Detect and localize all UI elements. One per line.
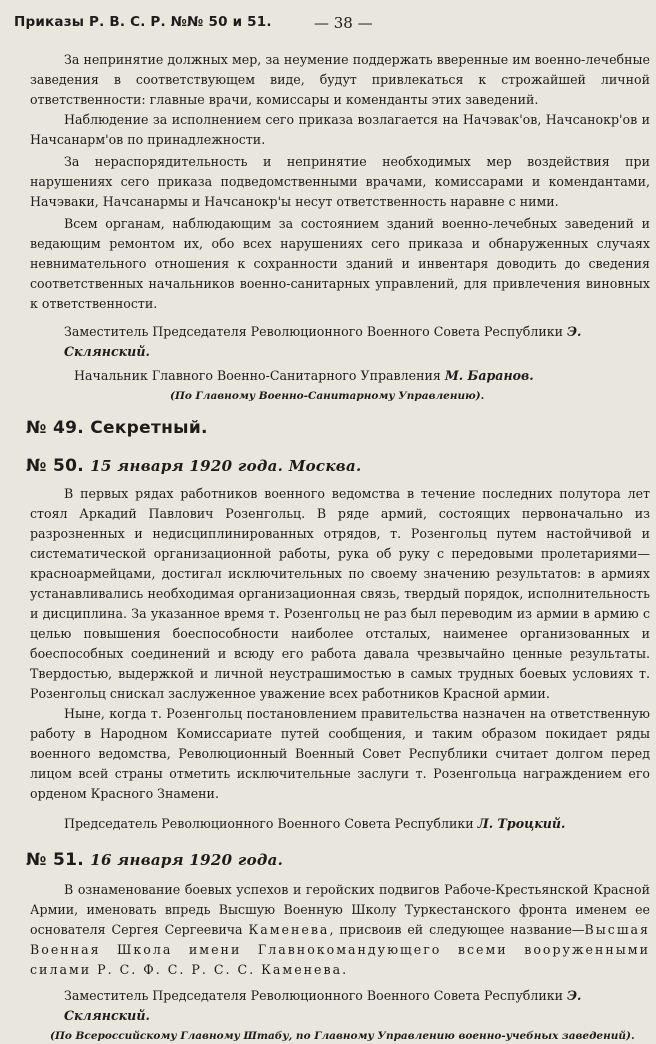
department-note: (По Всероссийскому Главному Штабу, по Главному Управлению военно-учебных заведений).	[50, 1030, 635, 1042]
paragraph	[30, 880, 650, 980]
text-run: Каменева	[248, 922, 330, 937]
signature-line	[30, 366, 650, 386]
paragraph: Всем органам, наблюдающим за состоянием зданий военно-лечебных заведений и ведающим ремонтом их, обо всех нарушениях сего приказа и обнаруженных случаях невнимательного отношения к сохранности зданий и инвентаря доводить до сведения соответственных начальников военно-санитарных управлений, для привлечения виновных к ответственности.	[30, 216, 650, 311]
order-number: № 50.	[26, 456, 84, 476]
signature-title: Заместитель Председателя Революционного Военного Совета Республики	[64, 324, 563, 339]
signature-name: Л. Троцкий.	[477, 816, 566, 831]
signature-title: Заместитель Председателя Революционного Военного Совета Республики	[64, 988, 563, 1003]
department-note: (По Главному Военно-Санитарному Управлению).	[170, 390, 485, 402]
order-label: Секретный.	[90, 418, 208, 438]
order-date: 16 января 1920 года.	[90, 851, 284, 869]
signature-line	[30, 986, 650, 1026]
page-body	[26, 50, 650, 1044]
signature-name: Э. Склянский.	[64, 324, 582, 359]
text-run: В ознаменование боевых успехов и геройских подвигов Рабоче-Крестьянской Красной Армии, именовать впредь Высшую Военную Школу Туркестанского фронта именем ее основателя Сергея Сергеевича	[30, 882, 650, 937]
order-date: 15 января 1920 года. Москва.	[90, 457, 362, 475]
signature-line	[30, 322, 650, 362]
signature-title: Начальник Главного Военно-Санитарного Управления	[74, 368, 441, 383]
running-title: Приказы Р. В. С. Р. №№ 50 и 51.	[14, 14, 272, 30]
order-number: № 49.	[26, 418, 84, 438]
signature-name: М. Баранов.	[444, 368, 534, 383]
page-number: — 38 —	[314, 14, 373, 32]
paragraph: За нераспорядительность и непринятие необходимых мер воздействия при нарушениях сего приказа подведомственными врачами, комиссарами и комендантами, Начэваки, Начсанармы и Начсанокр'ы несут ответственность наравне с ними.	[30, 154, 650, 209]
signature-name: Э. Склянский.	[64, 988, 582, 1023]
page-header	[14, 14, 648, 36]
paragraph: В первых рядах работников военного ведомства в течение последних полутора лет стоял Аркадий Павлович Розенгольц. В ряде армий, состоящих первоначально из разрозненных и недисциплинированных отрядов, т. Розенгольц путем настойчивой и систематической организационной работы, рука об руку с передовыми пролетариями—красноармейцами, достигал исключительных по своему значению результатов: в армиях устанавливались необходимая организационная связь, твердый порядок, исполнительность и дисциплина. За указанное время т. Розенгольц не раз был переводим из армии в армию с целью повышения боеспособности наиболее отсталых, наименее организованных и боеспособных соединений и всюду его работа давала чрезвычайно ценные результаты. Твердостью, выдержкой и личной неустрашимостью в самых трудных боевых условиях т. Розенгольц снискал заслуженное уважение всех работников Красной армии.	[30, 486, 650, 701]
signature-line	[30, 814, 650, 834]
order-number: № 51.	[26, 850, 84, 870]
order-heading	[26, 848, 650, 872]
text-run: , присвоив ей следующее название—	[329, 922, 585, 937]
order-heading	[26, 416, 650, 440]
paragraph: Наблюдение за исполнением сего приказа возлагается на Начэвак'ов, Начсанокр'ов и Начсанарм'ов по принадлежности.	[30, 112, 650, 147]
text-run: Высшая Военная Школа имени Главнокомандующего всеми вооруженными силами Р. С. Ф. С. Р. С. С. Каменева.	[30, 922, 650, 977]
signature-title: Председатель Революционного Военного Совета Республики	[64, 816, 474, 831]
order-heading	[26, 454, 650, 478]
paragraph: Ныне, когда т. Розенгольц постановлением правительства назначен на ответственную работу в Народном Комиссариате путей сообщения, и таким образом покидает ряды военного ведомства, Революционный Военный Совет Республики считает долгом перед лицом всей страны отметить исключительные заслуги т. Розенгольца награждением его орденом Красного Знамени.	[30, 706, 650, 801]
paragraph: За непринятие должных мер, за неумение поддержать вверенные им военно-лечебные заведения в соответствующем виде, будут привлекаться к строжайшей личной ответственности: главные врачи, комиссары и коменданты этих заведений.	[30, 52, 650, 107]
